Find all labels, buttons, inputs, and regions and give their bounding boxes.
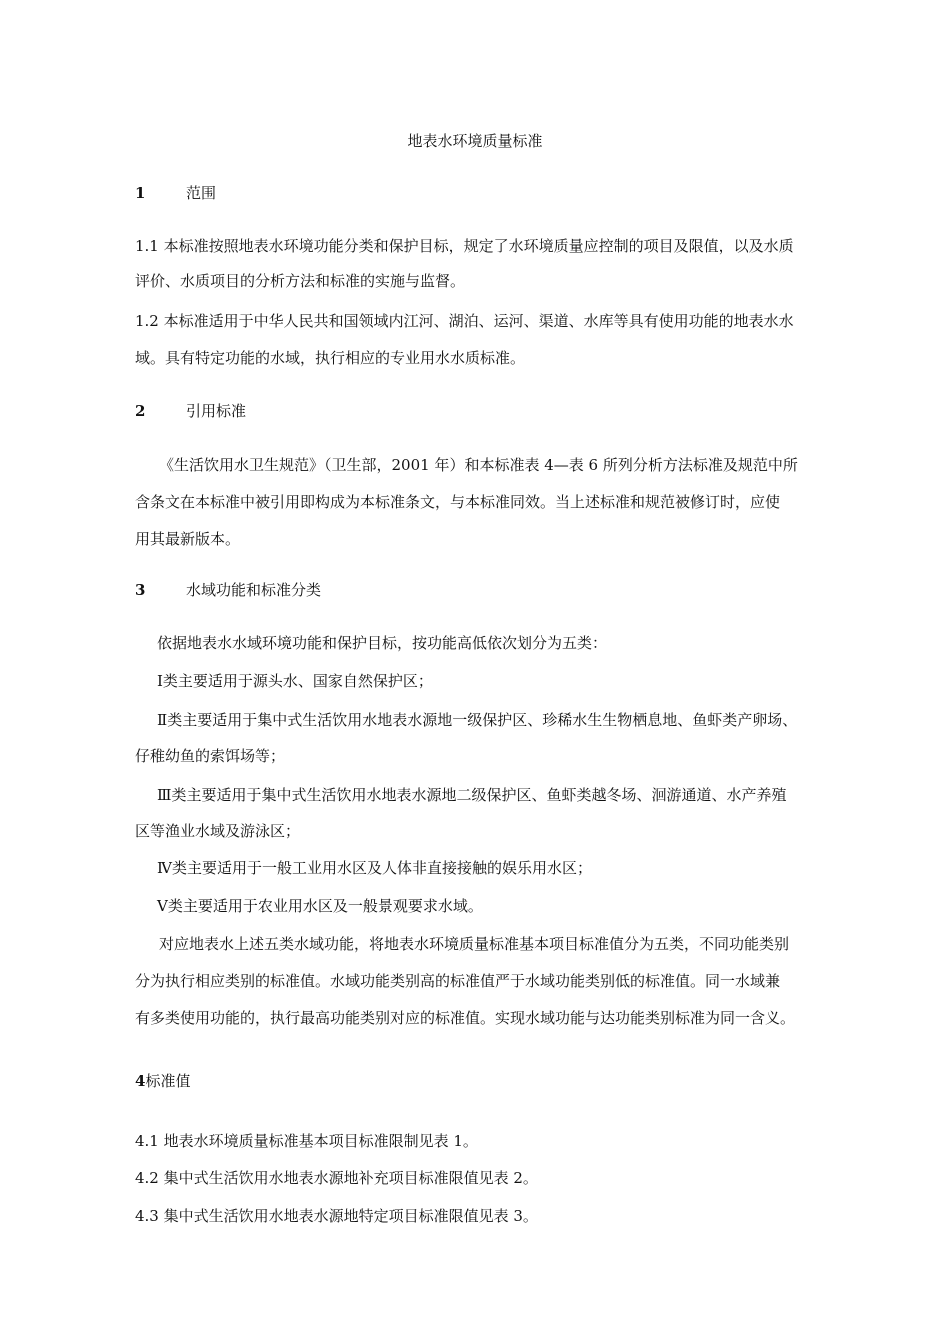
document-title: 地表水环境质量标准 xyxy=(407,132,543,150)
paragraph-line: 1.2 本标准适用于中华人民共和国领域内江河、湖泊、运河、渠道、水库等具有使用功能的地表水水 xyxy=(135,312,794,330)
paragraph-line: 分为执行相应类别的标准值。水域功能类别高的标准值严于水域功能类别低的标准值。同一水域兼 xyxy=(135,972,781,990)
section-2-heading: 引用标准 xyxy=(186,402,247,420)
paragraph-line: 1.1 本标准按照地表水环境功能分类和保护目标，规定了水环境质量应控制的项目及限值，以及水质 xyxy=(135,237,794,255)
paragraph-line: Ⅳ类主要适用于一般工业用水区及人体非直接接触的娱乐用水区； xyxy=(157,859,592,877)
paragraph-line: 4.2 集中式生活饮用水地表水源地补充项目标准限值见表 2。 xyxy=(135,1169,538,1187)
paragraph-line: 对应地表水上述五类水域功能，将地表水环境质量标准基本项目标准值分为五类，不同功能类别 xyxy=(159,935,790,953)
paragraph-line: 区等渔业水域及游泳区； xyxy=(135,822,301,840)
paragraph-line: 依据地表水水域环境功能和保护目标，按功能高低依次划分为五类： xyxy=(157,634,608,652)
paragraph-line: 用其最新版本。 xyxy=(135,530,241,548)
section-3-heading: 水域功能和标准分类 xyxy=(186,581,322,599)
paragraph-line: 评价、水质项目的分析方法和标准的实施与监督。 xyxy=(135,272,466,290)
section-4-heading-row xyxy=(135,1071,190,1091)
paragraph-line: 4.1 地表水环境质量标准基本项目标准限制见表 1。 xyxy=(135,1132,478,1150)
paragraph-line: 4.3 集中式生活饮用水地表水源地特定项目标准限值见表 3。 xyxy=(135,1207,538,1225)
section-4-number: 4 xyxy=(135,1072,146,1090)
section-1-number: 1 xyxy=(135,184,146,202)
paragraph-line: 《生活饮用水卫生规范》（卫生部，2001 年）和本标准表 4—表 6 所列分析方法标准及规范中所 xyxy=(159,456,798,474)
section-4-heading: 标准值 xyxy=(145,1072,191,1090)
section-3-number: 3 xyxy=(135,581,146,599)
paragraph-line: Ⅰ类主要适用于源头水、国家自然保护区； xyxy=(157,672,433,690)
paragraph-line: 有多类使用功能的，执行最高功能类别对应的标准值。实现水域功能与达功能类别标准为同一含义。 xyxy=(135,1009,796,1027)
paragraph-line: Ⅲ类主要适用于集中式生活饮用水地表水源地二级保护区、鱼虾类越冬场、洄游通道、水产养殖 xyxy=(157,786,787,804)
paragraph-line: Ⅴ类主要适用于农业用水区及一般景观要求水域。 xyxy=(157,897,483,915)
paragraph-line: 含条文在本标准中被引用即构成为本标准条文，与本标准同效。当上述标准和规范被修订时，应使 xyxy=(135,493,781,511)
paragraph-line: Ⅱ类主要适用于集中式生活饮用水地表水源地一级保护区、珍稀水生生物栖息地、鱼虾类产卵场、 xyxy=(157,711,798,729)
paragraph-line: 域。具有特定功能的水域，执行相应的专业用水水质标准。 xyxy=(135,349,526,367)
paragraph-line: 仔稚幼鱼的索饵场等； xyxy=(135,747,286,765)
section-1-heading: 范围 xyxy=(186,184,217,202)
section-2-number: 2 xyxy=(135,402,146,420)
